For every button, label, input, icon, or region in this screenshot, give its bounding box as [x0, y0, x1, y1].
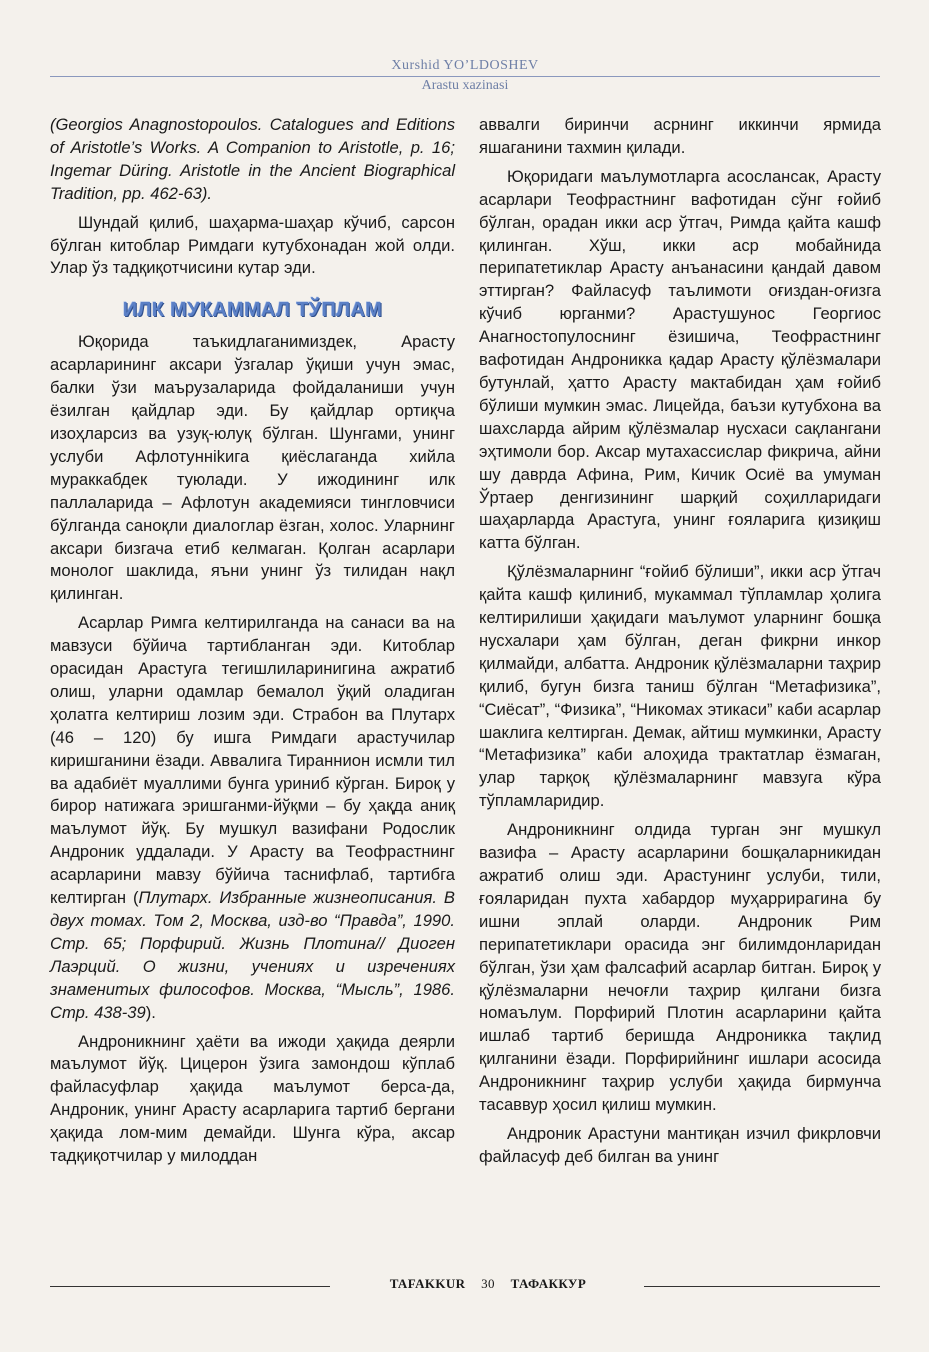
section-heading: ИЛК МУКАММАЛ ТЎПЛАМ: [122, 299, 383, 322]
paragraph-with-citation: [50, 612, 455, 1024]
paragraph-text-end: ).: [145, 1002, 156, 1022]
citation-paragraph: [50, 114, 455, 206]
paragraph: аввалги биринчи асрнинг иккинчи ярмида яшаганини тахмин қилади.: [479, 115, 881, 157]
header-author: Xurshid YO’LDOSHEV: [391, 58, 539, 73]
paragraph: Юқоридаги маълумотларга асослансак, Арасту асарлари Теофрастнинг вафотидан сўнг ғойиб бўлган, орадан икки аср ўтгач, Римда қайта кашф қилинган. Хўш, икки аср мобайнида перипатетиклар Арасту анъанасини қандай давом эттирган? Файласуф таълимоти оғиздан-оғизга кўчиб юрганми? Арастушунос Георгиос Анагностопулоснинг ёзишича, Теофрастнинг вафотидан Андроникка қадар Арасту қўлёзмалари бутунлай, ҳатто Арасту мактабидан ҳам ғойиб бўлиши мумкин эмас. Лицейда, баъзи кутубхона ва шахсларда айрим қўлёзмалар нусхаси сақлангани эҳтимоли бор. Аксар мутахассислар фикрича, айни шу даврда Афина, Рим, Кичик Осиё ва умуман Ўртаер денгизининг шарқий соҳилларидаги шаҳарларда Арастуга, унинг ғояларига қизиқиш катта бўлган.: [479, 166, 881, 553]
paragraph: Андроникнинг ҳаёти ва ижоди ҳақида деярли маълумот йўқ. Цицерон ўзига замондош кўплаб файласуфлар ҳақида маълумот берса-да, Андроник, унинг Арасту асарларига тартиб бергани ҳақида лом-мим демайди. Шунга кўра, аксар тадқиқотчилар у милоддан: [50, 1031, 455, 1166]
paragraph: Қўлёзмаларнинг “ғойиб бўлиши”, икки аср ўтгач қайта кашф қилиниб, мукаммал тўпламлар ҳолига келтирилиши ҳақидаги маълумот уларнинг бошқа нусхалари ҳам бўлган, деган фикрни инкор қилмайди, албатта. Андроник қўлёзмаларни таҳрир қилиб, бугун бизга таниш бўлган “Метафизика”, “Сиёсат”, “Физика”, “Никомах этикаси” каби асарлар шаклига келтирган. Демак, айтиш мумкинки, Арасту “Метафизика” каби алоҳида трактатлар ёзмаган, улар тарқоқ қўлёзмаларнинг мавзуга кўра тўпламларидир.: [479, 562, 881, 811]
left-column: [50, 114, 455, 1168]
paragraph: Шундай қилиб, шаҳарма-шаҳар кўчиб, сарсон бўлган китоблар Римдаги кутубхонадан жой олди. Улар ўз тадқиқотчисини кутар эди.: [50, 212, 455, 278]
right-column: [479, 114, 881, 1169]
header-rule: [50, 76, 880, 77]
header-subtitle: Arastu xazinasi: [421, 78, 509, 93]
paragraph: Андроникнинг олдида турган энг мушкул вазифа – Арасту асарларини бошқаларникидан ажратиб олиш эди. Арастунинг услуби, тили, ғояларидан пухта хабардор муҳаррирагина бу ишни эплай оларди. Андроник Рим перипатетиклари орасида энг билимдонларидан бўлган, ўзи ҳам фалсафий асарлар битган. Бироқ у қўлёзмаларни нечоғли таҳрир қилгани бизга номаълум. Порфирий Плотин асарларини қайта ишлаб тартиб беришда Андроникка тақлид қилганини ёзади. Порфирийнинг ишлари асосида Андроникнинг таҳрир услуби ҳақида бирмунча тасаввур ҳосил қилиш мумкин.: [479, 820, 881, 1115]
page-footer: [50, 1276, 880, 1296]
citation-text: (Georgios Anagnostopoulos. Catalogues and Editions of Aristotle’s Works. A Companion to Aristotle, p. 16; Ingemar Düring. Aristotle in the Ancient Biographical Tradition, pp. 462-63).: [50, 115, 455, 203]
footer-magazine-latin: TAFAKKUR: [389, 1276, 466, 1291]
footer-text: [340, 1276, 636, 1292]
footer-magazine-cyrillic: ТАФАККУР: [510, 1276, 587, 1291]
paragraph-text: Асарлар Римга келтирилганда на санаси ва на мавзуси бўйича тартибланган эди. Китоблар орасидан Арастуга тегишлиларинигина ажратиб олиш, уларни одамлар бемалол ўқий оладиган ҳолатга келтириш лозим эди. Страбон ва Плутарх (46 – 120) бу ишга Римдаги арастучилар киришганини ёзади. Аввалига Тираннион исмли тил ва адабиёт муаллими бунга уриниб кўрган. Бироқ у бирор натижага эришганми-йўқми – бу ҳақда аниқ маълумот йўқ. Бу мушкул вазифани Родослик Андроник уддалади. У Арасту ва Теофрастнинг асарларини мавзу бўйича таснифлаб, тартибга келтирган (: [50, 613, 455, 908]
page-number: 30: [481, 1276, 495, 1291]
footer-rule-right: [644, 1286, 880, 1287]
paragraph: Андроник Арастуни мантиқан изчил фикрловчи файласуф деб билган ва унинг: [479, 1123, 881, 1166]
citation-text: Плутарх. Избранные жизнеописания. В двух томах. Том 2, Москва, изд-во “Правда”, 1990. Стр. 65; Порфирий. Жизнь Плотина// Диоген Лаэрций. О жизни, учениях и изречениях знаменитых философов. Москва, “Мысль”, 1986. Стр. 438-39: [50, 888, 455, 1022]
running-header: [50, 58, 880, 94]
paragraph: Юқорида таъкидлаганимиздек, Арасту асарларининг аксари ўзгалар ўқиши учун эмас, балки ўзи маърузаларида фойдаланиши учун ёзилган қайдлар эди. Бу қайдлар ортиқча изоҳларсиз ва узуқ-юлуқ бўлган. Шунгами, унинг услуби Афлотуннikига қиёслаганда хийла мураккабдек туюлади. У ижодининг илк паллаларида – Афлотун академияси тингловчиси бўлганда саноқли диалоглар ёзган, холос. Уларнинг аксари бизгача етиб келмаган. Қолган асарлари монолог шаклида, яъни унинг ўз тилидан нақл қилинган.: [50, 332, 455, 604]
footer-rule-left: [50, 1286, 330, 1287]
